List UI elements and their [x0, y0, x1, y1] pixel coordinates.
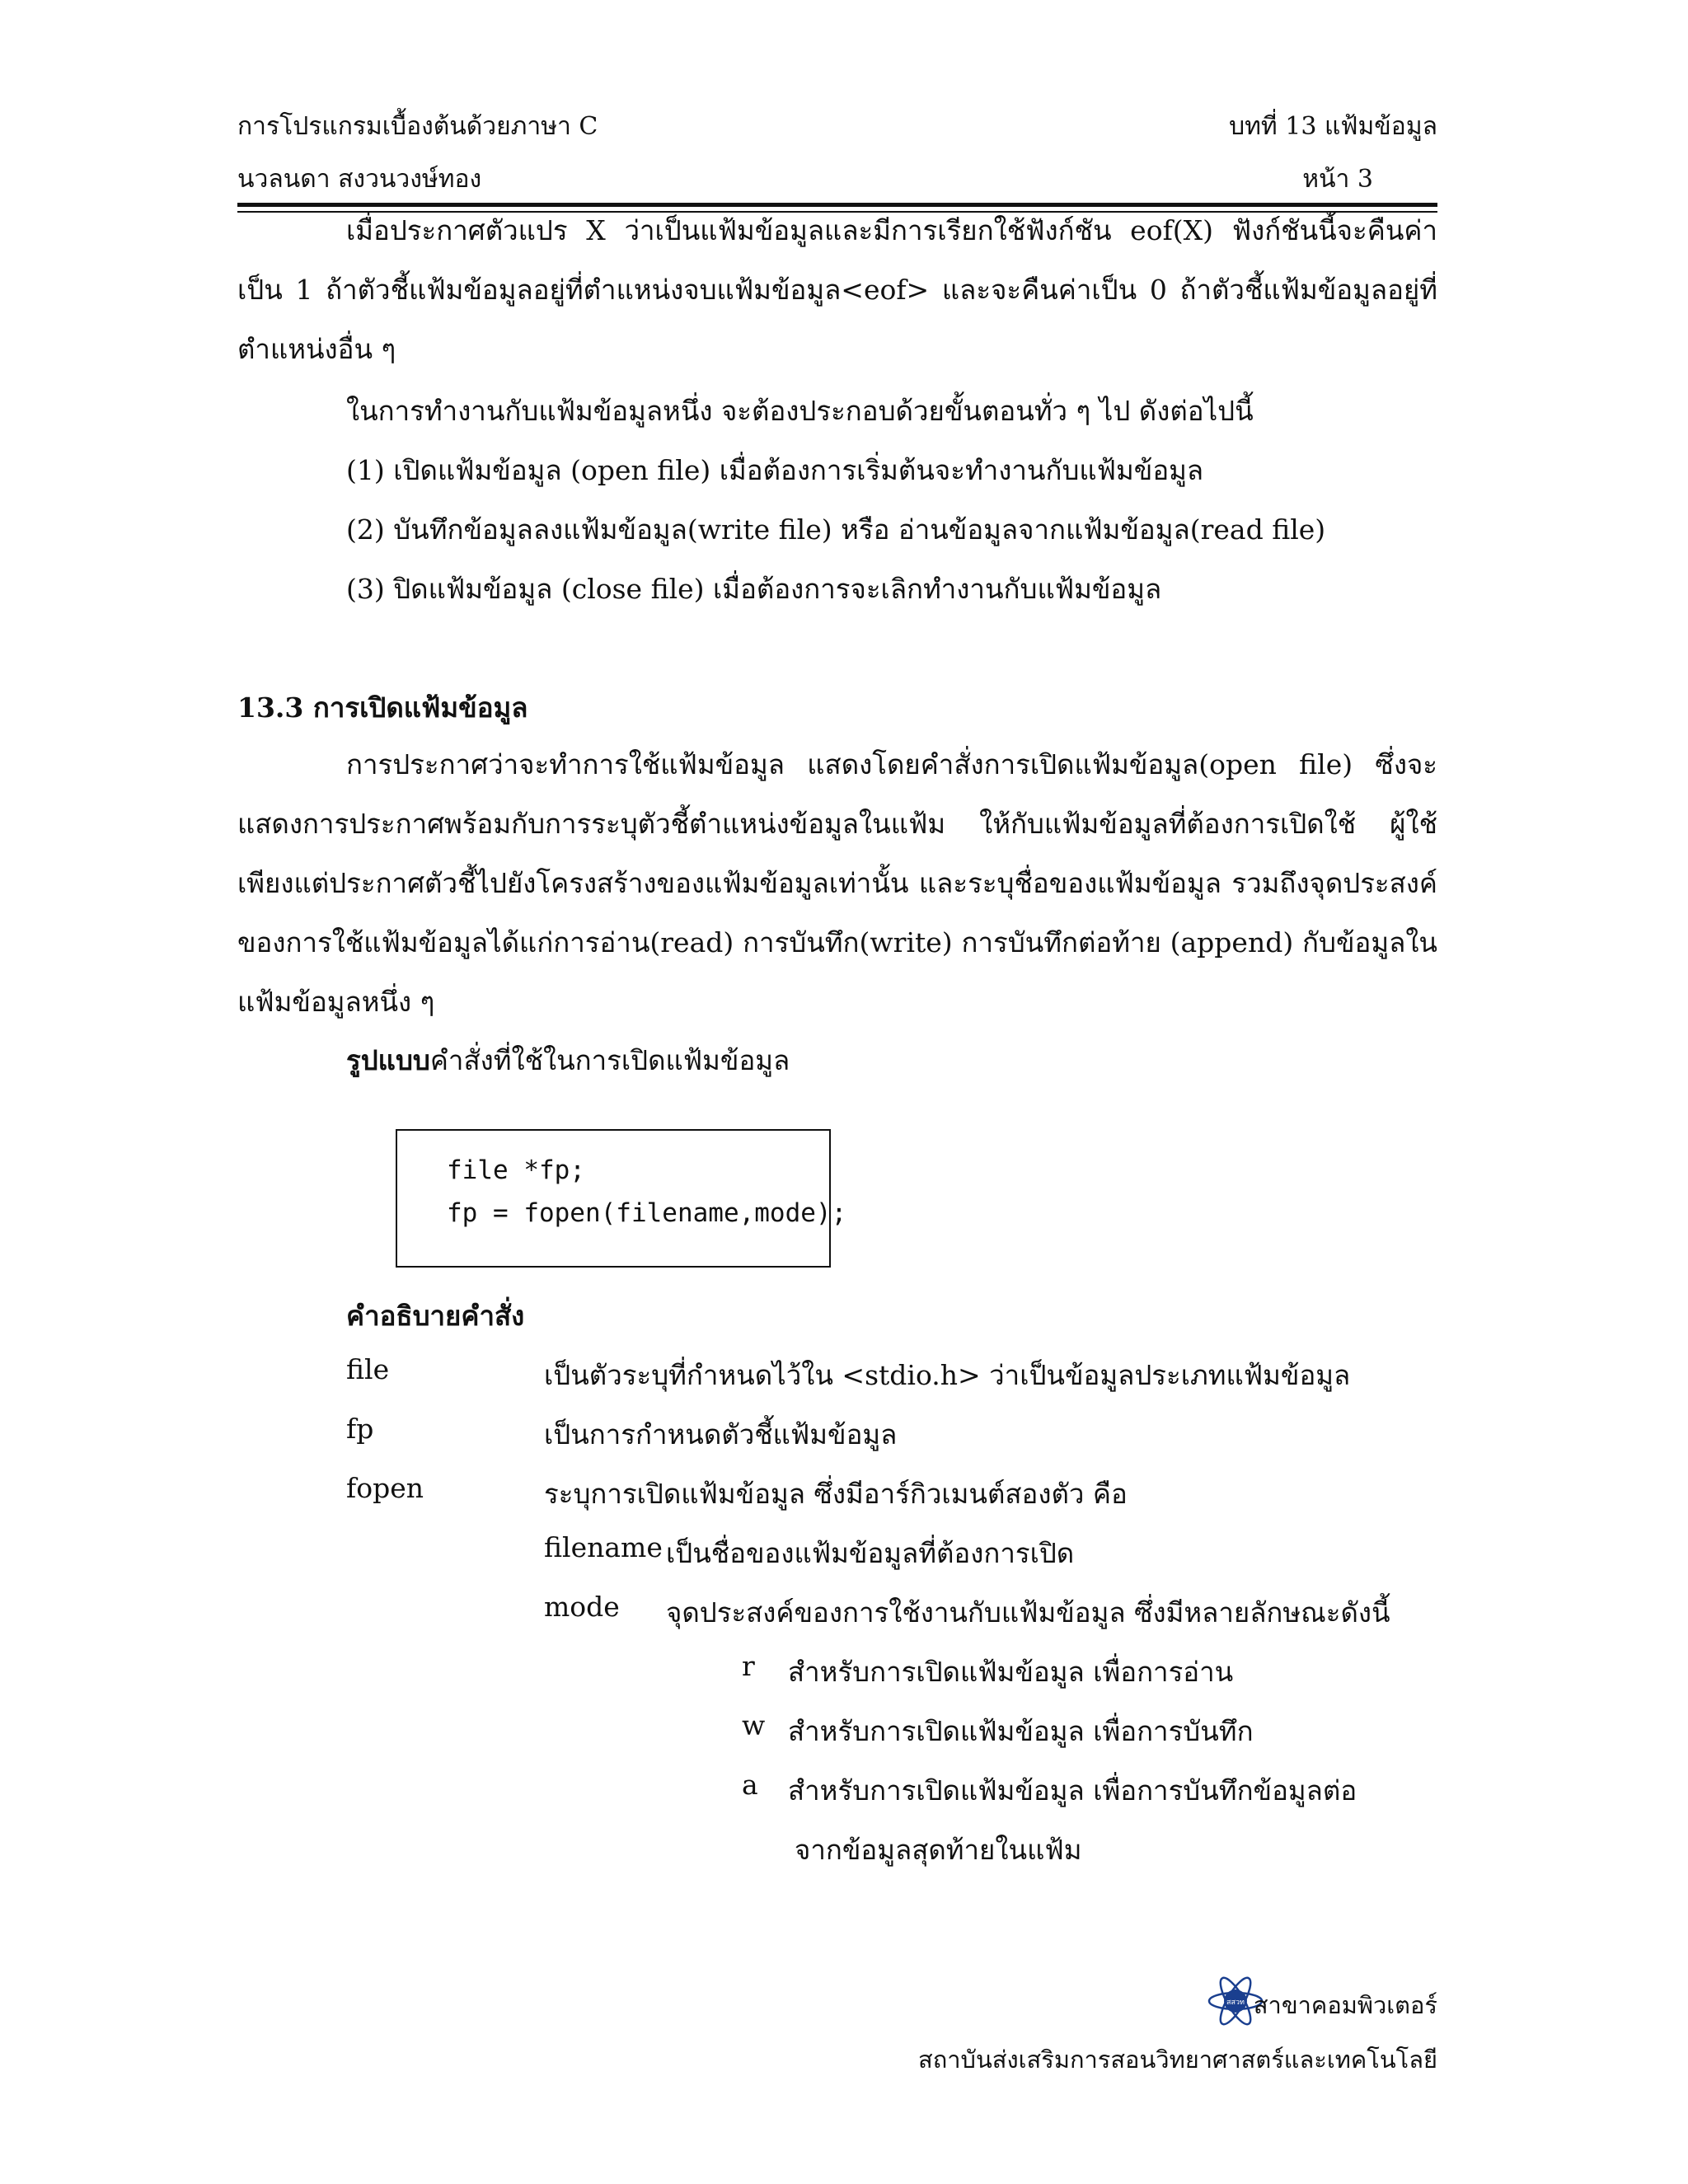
- step-item: (2) บันทึกข้อมูลลงแฟ้มข้อมูล(write file) หรือ อ่านข้อมูลจากแฟ้มข้อมูล(read file): [346, 513, 1326, 546]
- argument-label: mode: [544, 1591, 620, 1623]
- argument-description: เป็นชื่อของแฟ้มข้อมูลที่ต้องการเปิด: [666, 1537, 1075, 1569]
- code-line: fp = fopen(filename,mode);: [447, 1198, 847, 1228]
- mode-description: สำหรับการเปิดแฟ้มข้อมูล เพื่อการบันทึก: [788, 1715, 1254, 1747]
- term-description: เป็นการกำหนดตัวชี้แฟ้มข้อมูล: [544, 1418, 898, 1451]
- header-chapter: บทที่ 13 แฟ้มข้อมูล: [1229, 112, 1437, 141]
- term-description: เป็นตัวระบุที่กำหนดไว้ใน <stdio.h> ว่าเป็นข้อมูลประเภทแฟ้มข้อมูล: [544, 1359, 1351, 1391]
- header-page-number: หน้า 3: [1302, 165, 1373, 194]
- steps-intro: ในการทำงานกับแฟ้มข้อมูลหนึ่ง จะต้องประกอบด้วยขั้นตอนทั่ว ๆ ไป ดังต่อไปนี้: [346, 395, 1254, 427]
- intro-paragraph: เมื่อประกาศตัวแปร X ว่าเป็นแฟ้มข้อมูลและมีการเรียกใช้ฟังก์ชัน eof(X) ฟังก์ชันนี้จะคืนค่าเป็น 1 ถ้าตัวชี้แฟ้มข้อมูลอยู่ที่ตำแหน่งจบแฟ้มข้อมูล<eof> และจะคืนค่าเป็น 0 ถ้าตัวชี้แฟ้มข้อมูลอยู่ที่ตำแหน่งอื่น ๆ: [237, 214, 1437, 365]
- term-label: fopen: [346, 1472, 424, 1504]
- footer-institute: สถาบันส่งเสริมการสอนวิทยาศาสตร์และเทคโนโลยี: [918, 2046, 1437, 2074]
- format-label: รูปแบบ: [346, 1044, 430, 1076]
- mode-key: a: [742, 1769, 758, 1801]
- code-line: file *fp;: [447, 1155, 585, 1185]
- svg-text:สสวท: สสวท: [1226, 1999, 1245, 2007]
- step-item: (3) ปิดแฟ้มข้อมูล (close file) เมื่อต้องการจะเลิกทำงานกับแฟ้มข้อมูล: [346, 573, 1162, 605]
- explanation-heading: คำอธิบายคำสั่ง: [346, 1300, 525, 1332]
- term-label: file: [346, 1353, 390, 1385]
- section-paragraph: การประกาศว่าจะทำการใช้แฟ้มข้อมูล แสดงโดยคำสั่งการเปิดแฟ้มข้อมูล(open file) ซึ่งจะแสดงการประกาศพร้อมกับการระบุตัวชี้ตำแหน่งข้อมูลในแฟ้ม ให้กับแฟ้มข้อมูลที่ต้องการเปิดใช้ ผู้ใช้เพียงแต่ประกาศตัวชี้ไปยังโครงสร้างของแฟ้มข้อมูลเท่านั้น และระบุชื่อของแฟ้มข้อมูล รวมถึงจุดประสงค์ของการใช้แฟ้มข้อมูลได้แก่การอ่าน(read) การบันทึก(write) การบันทึกต่อท้าย (append) กับข้อมูลในแฟ้มข้อมูลหนึ่ง ๆ: [237, 748, 1437, 1018]
- term-description: ระบุการเปิดแฟ้มข้อมูล ซึ่งมีอาร์กิวเมนต์สองตัว คือ: [544, 1478, 1128, 1510]
- mode-key: r: [742, 1650, 755, 1682]
- mode-description: สำหรับการเปิดแฟ้มข้อมูล เพื่อการบันทึกข้อมูลต่อ: [788, 1774, 1357, 1807]
- mode-description: สำหรับการเปิดแฟ้มข้อมูล เพื่อการอ่าน: [788, 1656, 1234, 1688]
- argument-description: จุดประสงค์ของการใช้งานกับแฟ้มข้อมูล ซึ่งมีหลายลักษณะดังนี้: [666, 1596, 1390, 1629]
- code-box: [396, 1129, 847, 1268]
- argument-label: filename: [544, 1531, 663, 1563]
- mode-description-continued: จากข้อมูลสุดท้ายในแฟ้ม: [795, 1834, 1082, 1866]
- header-author: นวลนดา สงวนวงษ์ทอง: [237, 165, 482, 194]
- header-book-title: การโปรแกรมเบื้องต้นด้วยภาษา C: [237, 112, 598, 141]
- section-heading: 13.3 การเปิดแฟ้มข้อมูล: [237, 691, 528, 724]
- term-label: fp: [346, 1413, 374, 1445]
- format-text: คำสั่งที่ใช้ในการเปิดแฟ้มข้อมูล: [429, 1044, 790, 1076]
- mode-key: w: [742, 1709, 766, 1741]
- format-line: [346, 1038, 790, 1082]
- footer-department: สาขาคอมพิวเตอร์: [1253, 1991, 1437, 2019]
- step-item: (1) เปิดแฟ้มข้อมูล (open file) เมื่อต้องการเริ่มต้นจะทำงานกับแฟ้มข้อมูล: [346, 454, 1204, 486]
